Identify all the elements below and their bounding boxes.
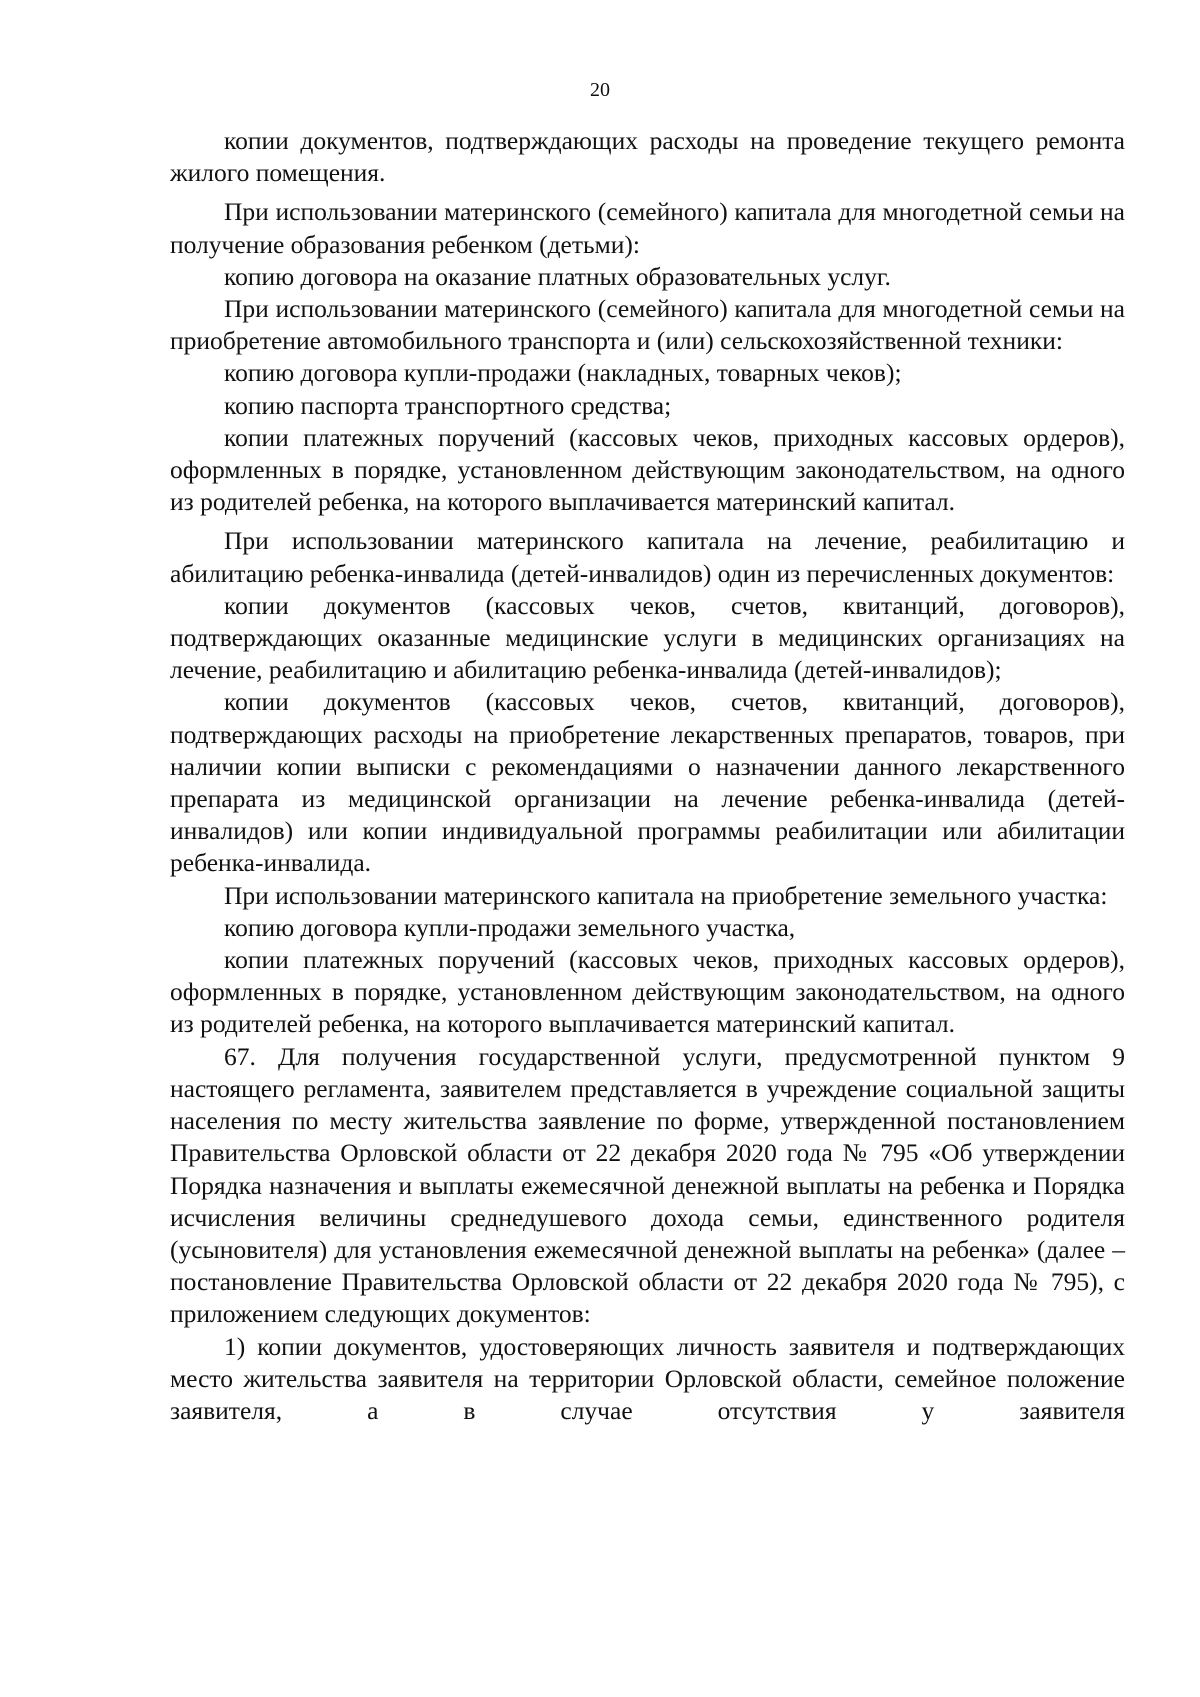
paragraph: копии платежных поручений (кассовых чеков, приходных кассовых ордеров), оформленных в порядке, установленном действующим законодательством, на одного из родителей ребенка, на которого выплачивается материнский капитал.: [170, 945, 1125, 1039]
paragraph: При использовании материнского (семейного) капитала для многодетной семьи на получение образования ребенком (детьми):: [170, 197, 1125, 259]
paragraph: копию договора купли-продажи (накладных, товарных чеков);: [224, 358, 902, 388]
paragraph: копию договора на оказание платных образовательных услуг.: [224, 261, 891, 291]
document-body: [170, 125, 1125, 1427]
paragraph: 67. Для получения государственной услуги, предусмотренной пунктом 9 настоящего регламента, заявителем представляется в учреждение социальной защиты населения по месту жительства заявление по форме, утвержденной постановлением Правительства Орловской области от 22 декабря 2020 года № 795 «Об утверждении Порядка назначения и выплаты ежемесячной денежной выплаты на ребенка и Порядка исчисления величины среднедушевого дохода семьи, единственного родителя (усыновителя) для установления ежемесячной денежной выплаты на ребенка» (далее – постановление Правительства Орловской области от 22 декабря 2020 года № 795), с приложением следующих документов:: [170, 1041, 1125, 1329]
paragraph: 1) копии документов, удостоверяющих личность заявителя и подтверждающих место жительства заявителя на территории Орловской области, семейное положение заявителя, а в случае отсутствия у заявителя: [170, 1331, 1125, 1425]
paragraph: копию паспорта транспортного средства;: [224, 390, 672, 420]
paragraph: копии документов (кассовых чеков, счетов, квитанций, договоров), подтверждающих оказанные медицинские услуги в медицинских организациях на лечение, реабилитацию и абилитацию ребенка-инвалида (детей-инвалидов);: [170, 590, 1125, 685]
paragraph: При использовании материнского капитала на лечение, реабилитацию и абилитацию ребенка-инвалида (детей-инвалидов) один из перечисленных документов:: [170, 526, 1125, 588]
paragraph: копию договора купли-продажи земельного участка,: [224, 912, 796, 942]
paragraph: При использовании материнского (семейного) капитала для многодетной семьи на приобретение автомобильного транспорта и (или) сельскохозяйственной техники:: [170, 294, 1125, 356]
paragraph: копии платежных поручений (кассовых чеков, приходных кассовых ордеров), оформленных в порядке, установленном действующим законодательством, на одного из родителей ребенка, на которого выплачивается материнский капитал.: [170, 422, 1125, 517]
paragraph: При использовании материнского капитала на приобретение земельного участка:: [224, 880, 1108, 910]
paragraph: копии документов (кассовых чеков, счетов, квитанций, договоров), подтверждающих расходы на приобретение лекарственных препаратов, товаров, при наличии копии выписки с рекомендациями о назначении данного лекарственного препарата из медицинской организации на лечение ребенка-инвалида (детей-инвалидов) или копии индивидуальной программы реабилитации или абилитации ребенка-инвалида.: [170, 687, 1125, 878]
page-number: 20: [590, 79, 610, 101]
paragraph: копии документов, подтверждающих расходы на проведение текущего ремонта жилого помещения.: [170, 126, 1125, 188]
